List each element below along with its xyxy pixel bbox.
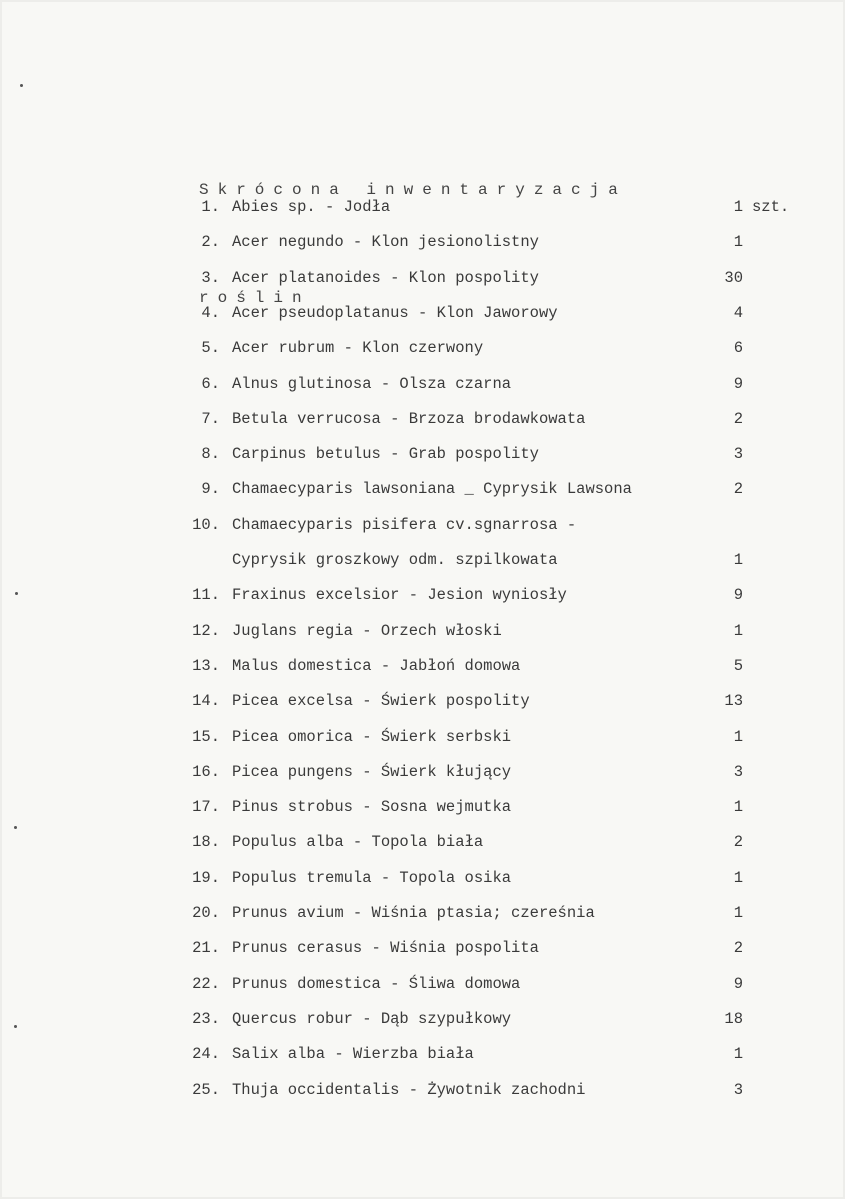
list-item: [0, 367, 845, 402]
item-name: Acer platanoides - Klon pospolity: [232, 268, 539, 287]
list-item: [0, 790, 845, 825]
item-quantity: 1: [733, 1045, 743, 1064]
item-quantity: 1: [733, 233, 743, 252]
item-name: Prunus domestica - Śliwa domowa: [232, 974, 521, 993]
item-number: 21.: [192, 939, 220, 958]
item-name: Pinus strobus - Sosna wejmutka: [232, 798, 512, 817]
list-item: [0, 472, 845, 507]
item-name: Picea omorica - Świerk serbski: [232, 727, 512, 746]
item-name: Thuja occidentalis - Żywotnik zachodni: [232, 1080, 586, 1099]
item-number: 17.: [192, 798, 220, 817]
item-quantity: 2: [733, 480, 743, 499]
list-item: [0, 261, 845, 296]
item-number: 22.: [192, 974, 220, 993]
list-item: [0, 225, 845, 260]
item-number: 18.: [192, 833, 220, 852]
item-quantity: 3: [733, 762, 743, 781]
item-name: Prunus cerasus - Wiśnia pospolita: [232, 939, 539, 958]
list-item: [0, 684, 845, 719]
item-name: Quercus robur - Dąb szypułkowy: [232, 1009, 512, 1028]
item-number: 24.: [192, 1045, 220, 1064]
item-number: 7.: [201, 409, 220, 428]
item-name: Populus alba - Topola biała: [232, 833, 484, 852]
list-item: [0, 720, 845, 755]
item-quantity: 1: [733, 868, 743, 887]
item-quantity: 9: [733, 374, 743, 393]
item-number: 9.: [201, 480, 220, 499]
scan-speck: [14, 826, 17, 829]
list-item: [0, 508, 845, 543]
list-item: [0, 931, 845, 966]
list-item: [0, 296, 845, 331]
list-item: [0, 825, 845, 860]
scan-speck: [20, 84, 23, 87]
quantity-unit: szt.: [752, 198, 790, 216]
item-quantity: 3: [733, 1080, 743, 1099]
list-item: [0, 402, 845, 437]
item-quantity: 1: [733, 621, 743, 640]
item-number: 20.: [192, 904, 220, 922]
item-quantity: 1: [733, 904, 743, 922]
item-name: Betula verrucosa - Brzoza brodawkowata: [232, 409, 586, 428]
list-item: [0, 614, 845, 649]
item-number: 15.: [192, 727, 220, 746]
item-number: 6.: [201, 374, 220, 393]
item-name: Prunus avium - Wiśnia ptasia; czereśnia: [232, 904, 595, 922]
item-quantity: 2: [733, 409, 743, 428]
list-item: [0, 649, 845, 684]
item-quantity: 9: [733, 586, 743, 605]
item-number: 23.: [192, 1009, 220, 1028]
list-item: [0, 1002, 845, 1037]
item-quantity: 1: [733, 551, 743, 569]
item-name: Carpinus betulus - Grab pospolity: [232, 445, 539, 464]
title-line-1: Skrócona inwentaryzacja: [199, 181, 627, 199]
item-quantity: 1: [733, 798, 743, 817]
item-name: Acer negundo - Klon jesionolistny: [232, 233, 539, 252]
item-name: Acer rubrum - Klon czerwony: [232, 339, 484, 358]
item-name: Fraxinus excelsior - Jesion wyniosły: [232, 586, 567, 605]
item-name: Abies sp. - Jodła: [232, 198, 391, 216]
item-number: 3.: [201, 268, 220, 287]
item-number: 16.: [192, 762, 220, 781]
list-item: [0, 437, 845, 472]
item-number: 4.: [201, 303, 220, 322]
item-name: Chamaecyparis pisifera cv.sgnarrosa -: [232, 515, 577, 534]
item-name: Acer pseudoplatanus - Klon Jaworowy: [232, 303, 558, 322]
item-name: Salix alba - Wierzba biała: [232, 1045, 474, 1064]
list-item: [0, 896, 845, 931]
item-quantity: 3: [733, 445, 743, 464]
item-name: Cyprysik groszkowy odm. szpilkowata: [232, 551, 558, 569]
item-number: 11.: [192, 586, 220, 605]
title-line-2: roślin: [199, 289, 311, 307]
list-item: [0, 190, 845, 225]
item-number: 19.: [192, 868, 220, 887]
item-number: 1.: [201, 198, 220, 216]
item-quantity: 30: [724, 268, 743, 287]
item-number: 2.: [201, 233, 220, 252]
item-number: 14.: [192, 692, 220, 711]
list-item: [0, 1037, 845, 1072]
item-quantity: 18: [724, 1009, 743, 1028]
item-quantity: 4: [733, 303, 743, 322]
item-quantity: 1: [733, 727, 743, 746]
item-quantity: 1: [733, 198, 743, 216]
list-item: [0, 1073, 845, 1108]
list-item: [0, 578, 845, 613]
item-quantity: 5: [733, 656, 743, 675]
item-quantity: 13: [724, 692, 743, 711]
item-name: Malus domestica - Jabłoń domowa: [232, 656, 521, 675]
list-item: [0, 543, 845, 578]
list-item: [0, 861, 845, 896]
item-name: Alnus glutinosa - Olsza czarna: [232, 374, 512, 393]
list-item: [0, 967, 845, 1002]
item-number: 13.: [192, 656, 220, 675]
item-number: 8.: [201, 445, 220, 464]
item-number: 12.: [192, 621, 220, 640]
item-name: Picea excelsa - Świerk pospolity: [232, 692, 530, 711]
item-quantity: 9: [733, 974, 743, 993]
item-name: Populus tremula - Topola osika: [232, 868, 512, 887]
list-item: [0, 755, 845, 790]
item-number: 5.: [201, 339, 220, 358]
item-number: 10.: [192, 515, 220, 534]
item-quantity: 2: [733, 939, 743, 958]
scan-speck: [15, 592, 18, 595]
list-item: [0, 331, 845, 366]
item-number: 25.: [192, 1080, 220, 1099]
item-quantity: 2: [733, 833, 743, 852]
item-quantity: 6: [733, 339, 743, 358]
scan-speck: [14, 1025, 17, 1028]
item-name: Chamaecyparis lawsoniana _ Cyprysik Lawsona: [232, 480, 632, 499]
item-name: Picea pungens - Świerk kłujący: [232, 762, 512, 781]
item-name: Juglans regia - Orzech włoski: [232, 621, 502, 640]
